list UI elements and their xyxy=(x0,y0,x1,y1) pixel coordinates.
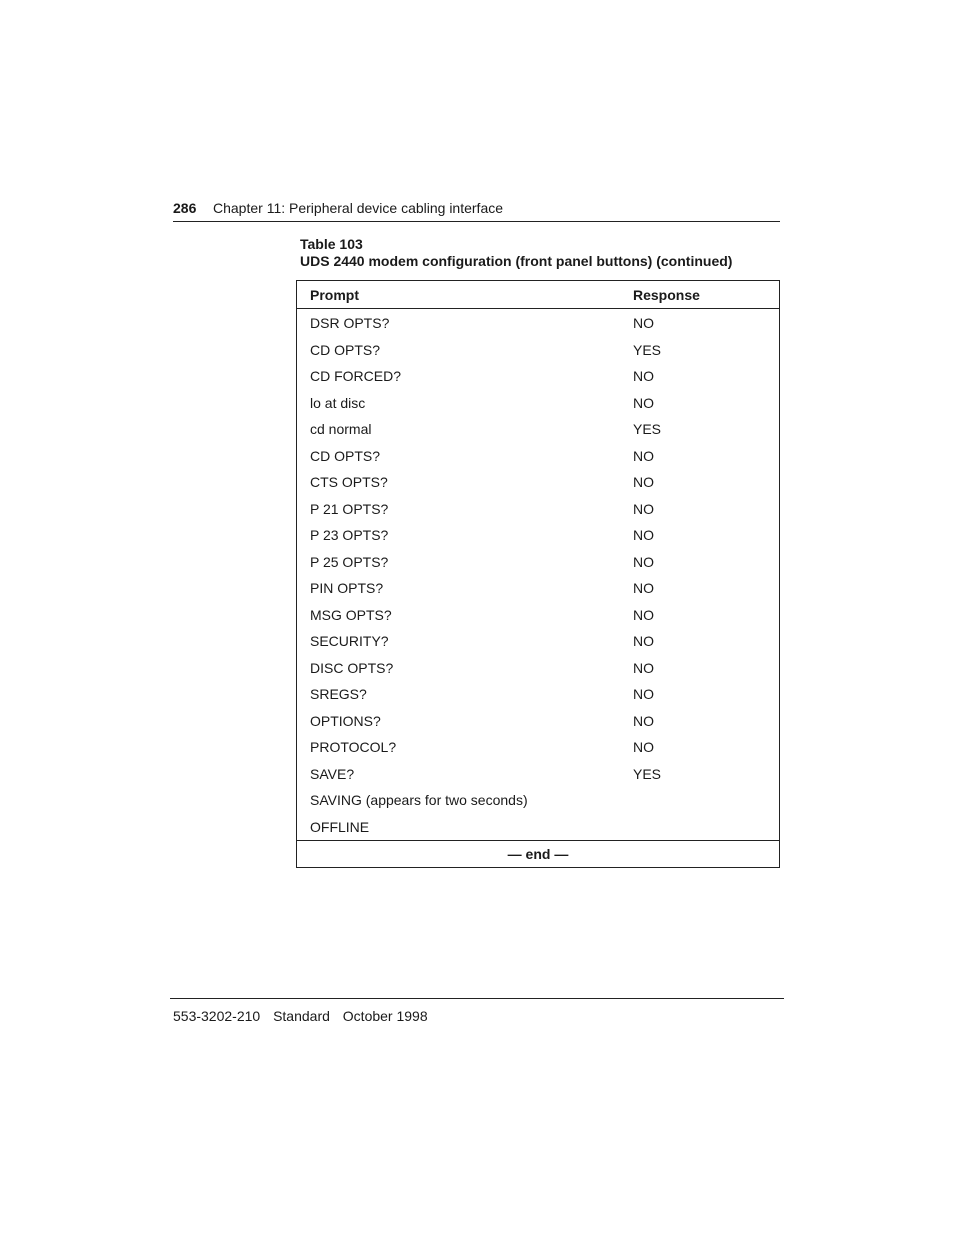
response-cell: NO xyxy=(633,606,654,623)
response-cell: NO xyxy=(633,368,654,384)
prompt-cell: PROTOCOL? xyxy=(310,739,397,755)
table-row xyxy=(297,627,779,654)
response-cell: NO xyxy=(633,739,654,755)
table-header-row xyxy=(297,281,779,309)
table-end-label: — end — xyxy=(507,846,569,862)
table-row xyxy=(297,601,779,628)
prompt-cell: P 21 OPTS? xyxy=(310,500,389,517)
table-row xyxy=(297,442,779,469)
table-title: UDS 2440 modem configuration (front panel buttons) (continued) xyxy=(300,253,733,269)
doc-number: 553-3202-210 xyxy=(173,1008,261,1024)
table-row xyxy=(297,680,779,707)
table-row xyxy=(297,495,779,522)
prompt-cell: DSR OPTS? xyxy=(310,315,390,331)
response-cell: NO xyxy=(633,712,654,729)
table-row xyxy=(297,389,779,416)
prompt-cell: SECURITY? xyxy=(310,633,389,649)
prompt-cell: CD OPTS? xyxy=(310,341,381,358)
table-row xyxy=(297,786,779,813)
prompt-cell: CD FORCED? xyxy=(310,368,402,384)
response-cell: NO xyxy=(633,447,654,464)
response-cell: NO xyxy=(633,553,654,570)
prompt-cell: SAVING (appears for two seconds) xyxy=(310,792,528,808)
page-number: 286 xyxy=(173,200,197,216)
response-cell: NO xyxy=(633,527,654,543)
prompt-cell: CTS OPTS? xyxy=(310,474,388,490)
table-row xyxy=(297,654,779,681)
table-row xyxy=(297,707,779,734)
response-cell: YES xyxy=(633,341,662,358)
doc-status: Standard xyxy=(273,1008,330,1024)
response-cell: NO xyxy=(633,580,654,596)
table-label: Table 103 xyxy=(300,236,363,252)
table-row xyxy=(297,362,779,389)
table-row xyxy=(297,309,779,336)
table-row xyxy=(297,574,779,601)
table-row xyxy=(297,548,779,575)
table-row xyxy=(297,336,779,363)
prompt-cell: PIN OPTS? xyxy=(310,580,384,596)
column-header-response: Response xyxy=(633,287,700,303)
prompt-cell: MSG OPTS? xyxy=(310,606,392,623)
table-row xyxy=(297,468,779,495)
prompt-cell: P 25 OPTS? xyxy=(310,553,389,570)
response-cell: NO xyxy=(633,633,654,649)
page-footer xyxy=(173,1008,437,1024)
response-cell: NO xyxy=(633,474,654,490)
prompt-cell: OFFLINE xyxy=(310,818,370,835)
footer-rule xyxy=(170,998,784,999)
table-row xyxy=(297,521,779,548)
response-cell: NO xyxy=(633,659,654,676)
prompt-cell: lo at disc xyxy=(310,394,366,411)
table-row xyxy=(297,760,779,787)
response-cell: NO xyxy=(633,500,654,517)
prompt-cell: DISC OPTS? xyxy=(310,659,394,676)
response-cell: NO xyxy=(633,315,654,331)
prompt-cell: SAVE? xyxy=(310,765,355,782)
table-caption xyxy=(300,236,732,270)
table-row xyxy=(297,813,779,840)
chapter-title: Chapter 11: Peripheral device cabling interface xyxy=(213,200,504,216)
table-end-row xyxy=(297,840,779,868)
prompt-cell: OPTIONS? xyxy=(310,712,381,729)
config-table xyxy=(296,280,780,868)
response-cell: NO xyxy=(633,686,654,702)
prompt-cell: CD OPTS? xyxy=(310,447,381,464)
prompt-cell: P 23 OPTS? xyxy=(310,527,389,543)
table-row xyxy=(297,415,779,442)
doc-date: October 1998 xyxy=(342,1008,428,1024)
prompt-cell: cd normal xyxy=(310,421,372,437)
response-cell: YES xyxy=(633,765,662,782)
page-header xyxy=(173,199,780,222)
table-row xyxy=(297,733,779,760)
response-cell: YES xyxy=(633,421,662,437)
response-cell: NO xyxy=(633,394,654,411)
prompt-cell: SREGS? xyxy=(310,686,367,702)
table-body xyxy=(297,309,779,839)
column-header-prompt: Prompt xyxy=(310,287,359,303)
